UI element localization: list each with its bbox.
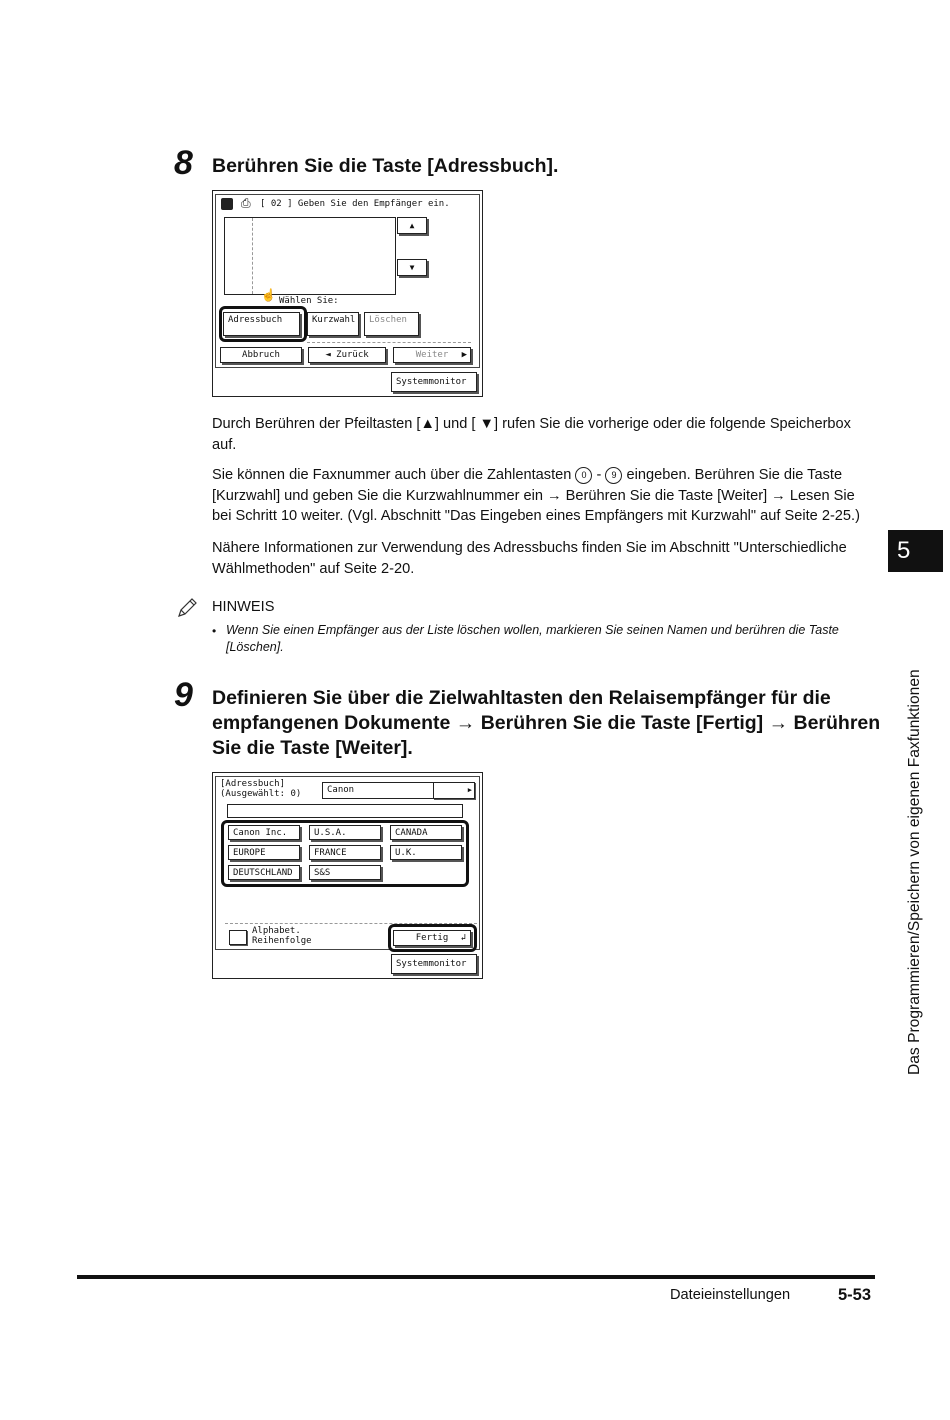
dest-button[interactable]: EUROPE: [228, 845, 300, 860]
adressbuch-header-line1: [Adressbuch]: [220, 779, 286, 789]
alphabet-label: [252, 926, 312, 946]
hand-pointer-icon: ☝: [261, 288, 276, 302]
fertig-label: Fertig: [415, 933, 449, 943]
highlight-dest-buttons: [221, 820, 469, 887]
bullet: •: [212, 624, 217, 638]
screen-header: [ 02 ] Geben Sie den Empfänger ein.: [260, 199, 450, 209]
adressbuch-header: [220, 779, 301, 799]
alphabet-label-line1: Alphabet.: [252, 926, 301, 936]
scroll-up-button[interactable]: [397, 217, 427, 234]
dash: -: [596, 467, 602, 483]
key-9-icon: 9: [605, 467, 622, 484]
step-number-9: 9: [174, 676, 193, 714]
dropdown-button[interactable]: [433, 782, 475, 799]
hinweis-label: HINWEIS: [212, 599, 275, 615]
document-icon: ⎙: [241, 196, 251, 210]
dest-button[interactable]: Canon Inc.: [228, 825, 300, 840]
para-faxnumber-end: eingeben. Berühren Sie die Taste [Kurzwahl] und geben Sie die Kurzwahlnummer ein → Berühren Sie die Taste [Weiter] → Lesen Sie bei Schritt 10 weiter. (Vgl. Abschnitt "Das Eingeben eines Empfängers mit Kurzwahl" auf Seite 2-25.): [212, 467, 860, 524]
addressbook-select-value: Canon: [327, 785, 355, 795]
dest-button[interactable]: U.S.A.: [309, 825, 381, 840]
zurueck-button[interactable]: ◄ Zurück: [308, 347, 386, 363]
step-9-title-line1: Definieren Sie über die Zielwahltasten den Relaisempfänger für die: [212, 687, 831, 709]
kurzwahl-button[interactable]: Kurzwahl: [307, 312, 359, 336]
para-faxnumber-start: Sie können die Faxnummer auch über die Zahlentasten: [212, 467, 572, 483]
dest-button[interactable]: FRANCE: [309, 845, 381, 860]
pencil-note-icon: [176, 597, 198, 619]
loeschen-button[interactable]: Löschen: [364, 312, 419, 336]
systemmonitor-button[interactable]: Systemmonitor: [391, 372, 477, 392]
triangle-right-icon: ▶: [467, 786, 472, 794]
addressbook-select[interactable]: [322, 782, 474, 799]
step-number-8: 8: [174, 144, 193, 182]
triangle-down-icon: ▼: [409, 263, 415, 272]
dest-button[interactable]: CANADA: [390, 825, 462, 840]
highlight-adressbuch: [219, 306, 307, 342]
triangle-right-icon: ▶: [461, 350, 467, 360]
hinweis-text: Wenn Sie einen Empfänger aus der Liste löschen wollen, markieren Sie seinen Namen und berühren die Taste [Löschen].: [226, 623, 839, 654]
vertical-chapter-title: Das Programmieren/Speichern von eigenen Faxfunktionen: [906, 669, 923, 1075]
step-8-para-arrows: Durch Berühren der Pfeiltasten [▲] und [ ▼] rufen Sie die vorherige oder die folgende Speicherbox auf.: [212, 416, 851, 453]
enter-icon: ↲: [460, 933, 466, 943]
step-9-title-line2: empfangenen Dokumente → Berühren Sie die Taste [Fertig] → Berühren: [212, 712, 881, 734]
key-0-icon: 0: [575, 467, 592, 484]
screen-address-entry: [212, 190, 483, 397]
highlight-fertig: [388, 924, 477, 952]
dest-button[interactable]: S&S: [309, 865, 381, 880]
fax-icon: [221, 198, 233, 210]
dest-button[interactable]: U.K.: [390, 845, 462, 860]
step-8-para-faxnumber: [212, 465, 874, 527]
step-9-title-line3: Sie die Taste [Weiter].: [212, 737, 413, 759]
alphabet-toggle[interactable]: [229, 930, 247, 945]
scroll-down-button[interactable]: [397, 259, 427, 276]
select-prompt: Wählen Sie:: [279, 296, 339, 306]
alphabet-label-line2: Reihenfolge: [252, 936, 312, 946]
triangle-up-icon: ▲: [409, 221, 415, 230]
systemmonitor-button[interactable]: Systemmonitor: [391, 954, 477, 974]
screen-adressbuch: [212, 772, 483, 979]
footer-rule: [77, 1275, 875, 1279]
step-8-para-info: Nähere Informationen zur Verwendung des Adressbuchs finden Sie im Abschnitt "Unterschiedliche Wählmethoden" auf Seite 2-20.: [212, 540, 847, 577]
weiter-button[interactable]: [393, 347, 471, 363]
step-8-title: Berühren Sie die Taste [Adressbuch].: [212, 155, 559, 177]
step-9-title: [212, 686, 882, 761]
adressbuch-button[interactable]: Adressbuch: [223, 312, 300, 336]
page-number: 5-53: [838, 1286, 872, 1304]
adressbuch-header-line2: (Ausgewählt: 0): [220, 789, 302, 799]
destination-list[interactable]: [224, 217, 396, 295]
selection-bar: [227, 804, 463, 818]
chapter-tab: 5: [888, 530, 943, 572]
abbruch-button[interactable]: Abbruch: [220, 347, 302, 363]
footer-section: Dateieinstellungen: [670, 1287, 791, 1303]
weiter-label: Weiter: [415, 350, 449, 360]
dest-button[interactable]: DEUTSCHLAND: [228, 865, 300, 880]
